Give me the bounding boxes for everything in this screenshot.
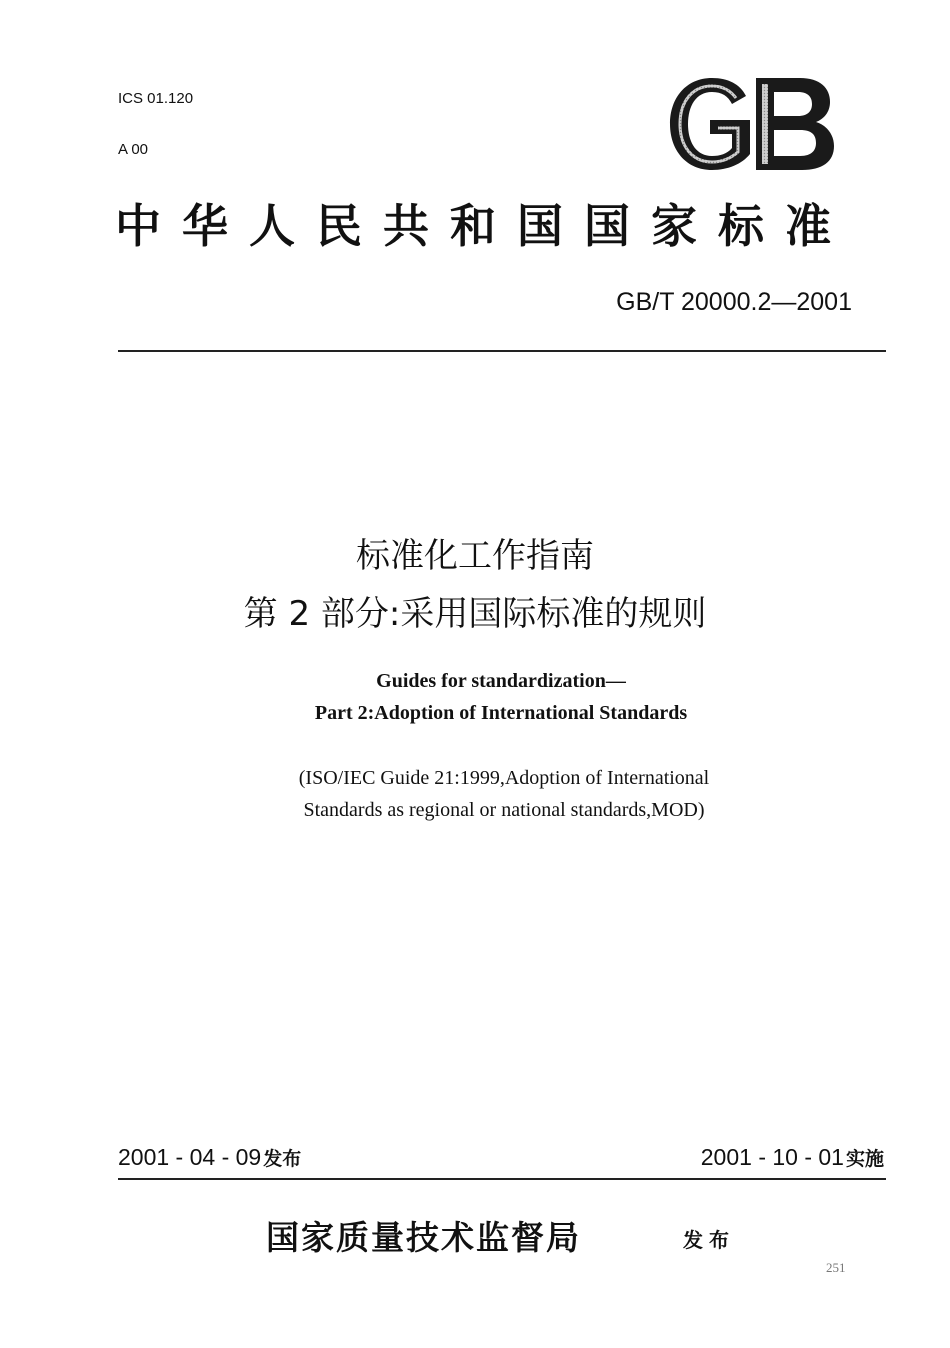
issue-date-block [118, 1144, 301, 1171]
en-title-line2: Part 2:Adoption of International Standards [314, 702, 688, 724]
page-number: 251 [826, 1260, 846, 1275]
ics-code: ICS 01.120 [118, 90, 194, 107]
en-title-line1: Guides for standardization— [376, 670, 626, 692]
top-divider [118, 350, 886, 352]
implement-label: 实施 [845, 1148, 884, 1170]
cn-title-line2: 第 2 部分:采用国际标准的规则 [243, 594, 707, 634]
adoption-note [0, 762, 950, 826]
classification-codes [118, 56, 193, 175]
implement-date: 2001 - 10 - 01 [700, 1144, 844, 1170]
gb-logo [664, 74, 836, 174]
standard-number: GB/T 20000.2—2001 [616, 288, 852, 316]
issue-date: 2001 - 04 - 09 [118, 1144, 262, 1170]
issuing-authority: 国家质量技术监督局 [266, 1218, 581, 1257]
issue-label: 发布 [263, 1148, 302, 1170]
implement-date-block [701, 1144, 884, 1171]
national-standard-heading: 中华人民共和国国家标准 [115, 199, 852, 253]
ccs-code: A 00 [118, 141, 149, 158]
adoption-note-line1: (ISO/IEC Guide 21:1999,Adoption of International [298, 767, 710, 789]
issued-label: 发布 [683, 1228, 735, 1252]
bottom-divider [118, 1178, 886, 1180]
logo-text: GB [664, 74, 666, 75]
cn-title-line1: 标准化工作指南 [356, 536, 594, 576]
adoption-note-line2: Standards as regional or national standards,MOD) [303, 799, 705, 821]
